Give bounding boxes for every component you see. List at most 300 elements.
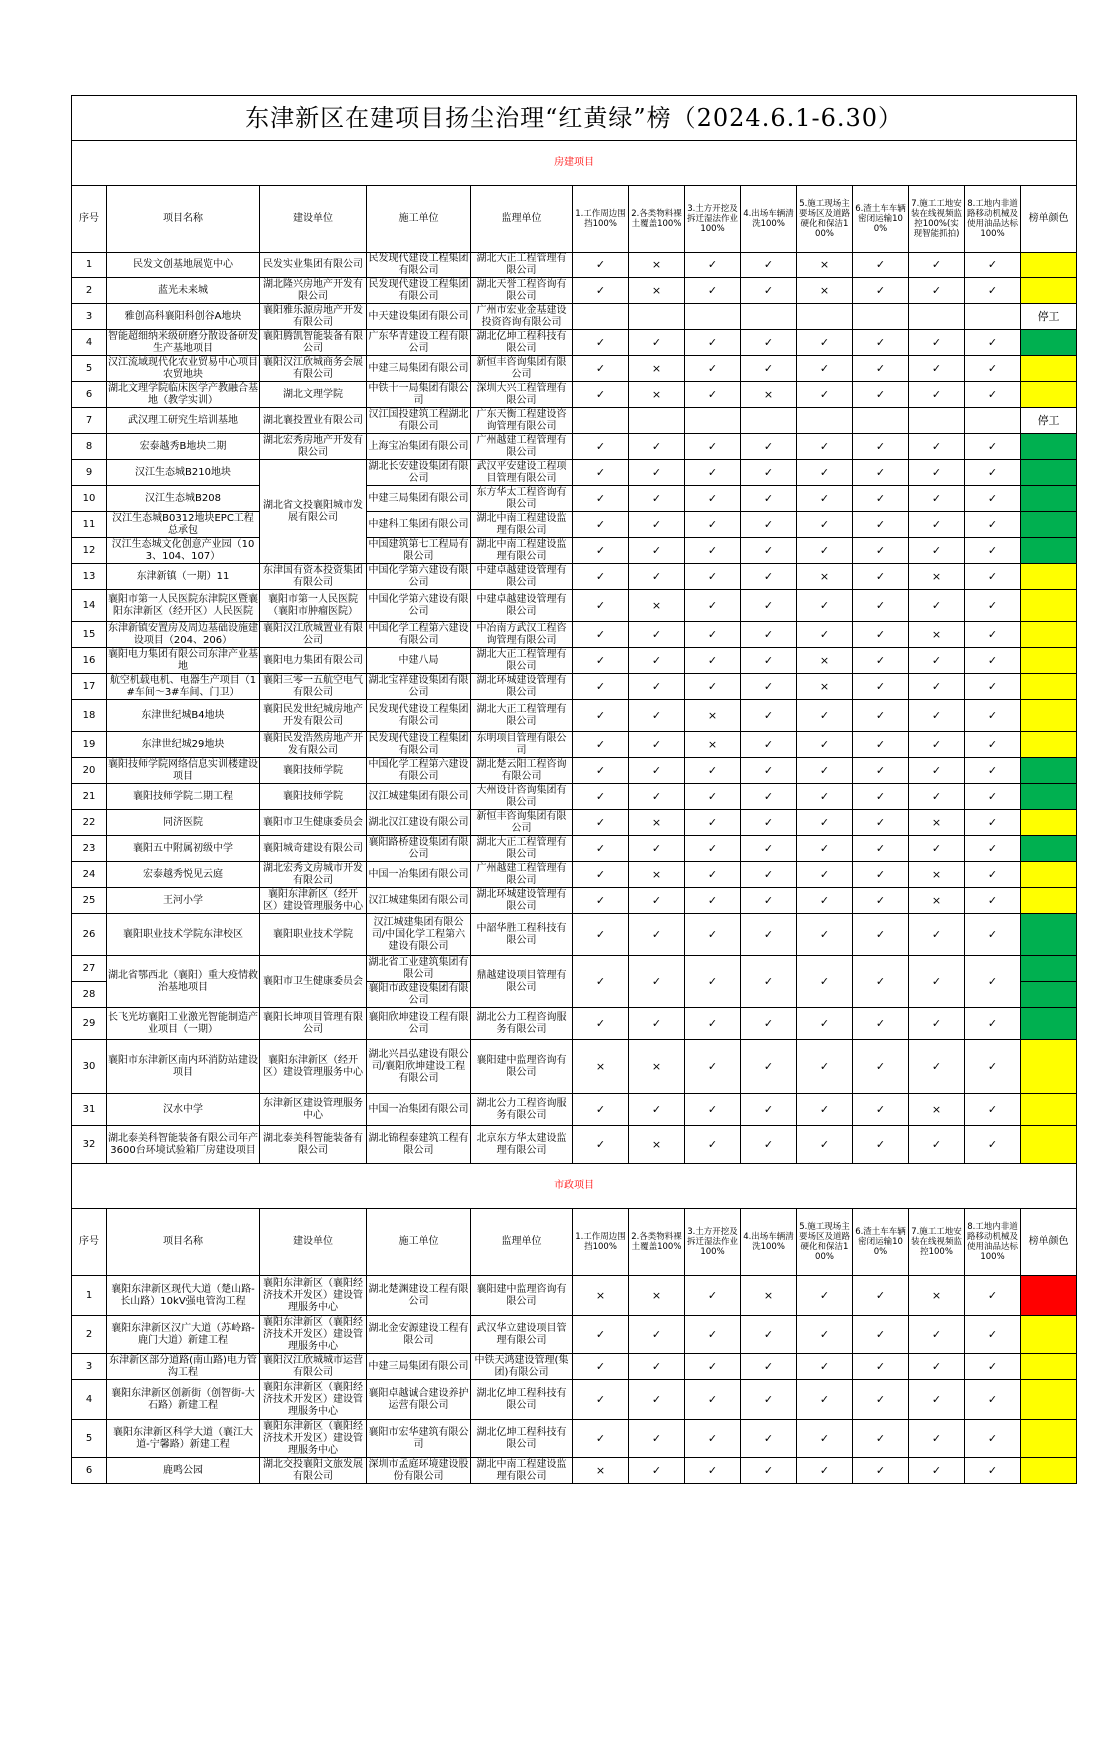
cell-builder: 湖北宏秀房地产开发有限公司 bbox=[260, 434, 367, 460]
check-mark: ✓ bbox=[965, 564, 1021, 590]
cell-name: 湖北泰美科智能装备有限公司年产3600台环境试验箱厂房建设项目 bbox=[107, 1126, 260, 1164]
page-title: 东津新区在建项目扬尘治理“红黄绿”榜（2024.6.1-6.30） bbox=[72, 96, 1077, 141]
check-mark: ✓ bbox=[853, 862, 909, 888]
row-number: 4 bbox=[72, 1380, 107, 1420]
cell-supervisor: 湖北亿坤工程科技有限公司 bbox=[471, 1380, 573, 1420]
check-mark: ✓ bbox=[853, 810, 909, 836]
check-mark: ✓ bbox=[741, 253, 797, 278]
cell-contractor: 中天建设集团有限公司 bbox=[367, 304, 471, 330]
table-row bbox=[72, 460, 1077, 486]
color-indicator bbox=[1021, 356, 1077, 382]
check-mark: ✓ bbox=[629, 434, 685, 460]
check-mark: × bbox=[629, 810, 685, 836]
check-mark: × bbox=[629, 253, 685, 278]
cell-supervisor: 中韶华胜工程科技有限公司 bbox=[471, 914, 573, 956]
check-mark: ✓ bbox=[965, 1380, 1021, 1420]
check-mark: ✓ bbox=[573, 862, 629, 888]
color-indicator bbox=[1021, 982, 1077, 1008]
check-mark: ✓ bbox=[853, 914, 909, 956]
check-mark: ✓ bbox=[965, 732, 1021, 758]
check-mark: ✓ bbox=[573, 330, 629, 356]
check-mark: ✓ bbox=[853, 888, 909, 914]
check-mark: ✓ bbox=[965, 278, 1021, 304]
check-mark: ✓ bbox=[797, 836, 853, 862]
color-indicator bbox=[1021, 590, 1077, 622]
cell-name: 蓝光未来城 bbox=[107, 278, 260, 304]
check-mark: ✓ bbox=[741, 956, 797, 1008]
check-mark: ✓ bbox=[741, 538, 797, 564]
check-mark: ✓ bbox=[853, 512, 909, 538]
column-header: 项目名称 bbox=[107, 1209, 260, 1276]
check-mark: ✓ bbox=[685, 836, 741, 862]
check-mark: ✓ bbox=[573, 538, 629, 564]
check-mark: ✓ bbox=[909, 648, 965, 674]
check-mark bbox=[797, 408, 853, 434]
check-mark: ✓ bbox=[741, 278, 797, 304]
cell-contractor: 汉江城建集团有限公司 bbox=[367, 888, 471, 914]
check-mark: ✓ bbox=[909, 732, 965, 758]
check-mark: ✓ bbox=[797, 1380, 853, 1420]
check-mark: ✓ bbox=[909, 382, 965, 408]
check-mark: ✓ bbox=[965, 1316, 1021, 1354]
cell-name: 雅创高科襄阳科创谷A地块 bbox=[107, 304, 260, 330]
row-number: 13 bbox=[72, 564, 107, 590]
table-row bbox=[72, 382, 1077, 408]
check-mark: × bbox=[685, 732, 741, 758]
cell-contractor: 中建科工集团有限公司 bbox=[367, 512, 471, 538]
color-indicator bbox=[1021, 460, 1077, 486]
cell-name: 湖北省鄂西北（襄阳）重大疫情救治基地项目 bbox=[107, 956, 260, 1008]
check-mark: ✓ bbox=[685, 674, 741, 700]
check-mark: × bbox=[741, 382, 797, 408]
row-number: 26 bbox=[72, 914, 107, 956]
column-header: 序号 bbox=[72, 186, 107, 253]
cell-supervisor: 湖北公力工程咨询服务有限公司 bbox=[471, 1008, 573, 1040]
check-mark: ✓ bbox=[685, 810, 741, 836]
table-row bbox=[72, 836, 1077, 862]
check-mark: ✓ bbox=[629, 330, 685, 356]
cell-contractor: 中国化学工程第六建设有限公司 bbox=[368, 622, 469, 646]
check-mark: × bbox=[909, 622, 965, 648]
check-mark: ✓ bbox=[797, 914, 853, 956]
cell-builder: 襄阳汉江欣城商务会展有限公司 bbox=[260, 356, 367, 382]
column-header: 3.土方开挖及拆迁湿法作业100% bbox=[685, 186, 741, 253]
check-mark: ✓ bbox=[741, 758, 797, 784]
check-mark bbox=[853, 304, 909, 330]
check-mark: ✓ bbox=[909, 914, 965, 956]
check-mark: ✓ bbox=[909, 330, 965, 356]
check-mark: ✓ bbox=[741, 648, 797, 674]
cell-name: 同济医院 bbox=[107, 810, 260, 836]
cell-name: 武汉理工研究生培训基地 bbox=[107, 408, 260, 434]
row-number: 8 bbox=[72, 434, 107, 460]
check-mark: ✓ bbox=[741, 1040, 797, 1094]
cell-name: 汉江生态城B210地块 bbox=[107, 460, 260, 486]
cell-builder: 湖北襄投置业有限公司 bbox=[260, 408, 367, 434]
check-mark: ✓ bbox=[685, 622, 741, 648]
cell-name: 宏泰越秀B地块二期 bbox=[107, 434, 260, 460]
cell-builder: 襄阳汉江欣城城市运营有限公司 bbox=[260, 1354, 367, 1380]
cell-builder: 襄阳城奇建设有限公司 bbox=[260, 836, 367, 862]
check-mark: × bbox=[909, 1276, 965, 1316]
check-mark: ✓ bbox=[965, 460, 1021, 486]
cell-builder: 东津国有资本投资集团有限公司 bbox=[260, 564, 367, 590]
check-mark: × bbox=[909, 810, 965, 836]
cell-name: 襄阳市东津新区南内环消防站建设项目 bbox=[107, 1040, 260, 1094]
check-mark: ✓ bbox=[573, 1420, 629, 1458]
check-mark: ✓ bbox=[685, 784, 741, 810]
row-number: 27 bbox=[72, 956, 107, 982]
check-mark: ✓ bbox=[853, 956, 909, 1008]
cell-builder: 东津新区建设管理服务中心 bbox=[260, 1094, 367, 1126]
check-mark: ✓ bbox=[741, 1126, 797, 1164]
check-mark: ✓ bbox=[909, 700, 965, 732]
cell-name: 汉江生态城B208 bbox=[107, 486, 260, 512]
check-mark: × bbox=[797, 278, 853, 304]
check-mark: ✓ bbox=[965, 622, 1021, 648]
row-number: 17 bbox=[72, 674, 107, 700]
check-mark: ✓ bbox=[685, 758, 741, 784]
check-mark: × bbox=[573, 1276, 629, 1316]
check-mark: ✓ bbox=[797, 434, 853, 460]
check-mark: ✓ bbox=[685, 538, 741, 564]
check-mark: × bbox=[797, 674, 853, 700]
check-mark: ✓ bbox=[573, 253, 629, 278]
column-header: 1.工作周边围挡100% bbox=[573, 186, 629, 253]
cell-contractor: 中国一冶集团有限公司 bbox=[367, 1094, 471, 1126]
cell-contractor: 中建三局集团有限公司 bbox=[367, 486, 471, 512]
cell-supervisor: 湖北中南工程建设监理有限公司 bbox=[471, 512, 573, 538]
row-number: 28 bbox=[72, 982, 107, 1008]
cell-supervisor: 广州越建工程管理有限公司 bbox=[471, 434, 573, 460]
check-mark: ✓ bbox=[797, 784, 853, 810]
table-row bbox=[72, 810, 1077, 836]
check-mark: ✓ bbox=[629, 1380, 685, 1420]
check-mark: ✓ bbox=[741, 622, 797, 648]
check-mark: ✓ bbox=[965, 700, 1021, 732]
check-mark: ✓ bbox=[741, 1354, 797, 1380]
check-mark: ✓ bbox=[909, 674, 965, 700]
check-mark: ✓ bbox=[853, 648, 909, 674]
cell-contractor: 襄阳市宏华建筑有限公司 bbox=[367, 1420, 471, 1458]
check-mark: ✓ bbox=[741, 888, 797, 914]
cell-supervisor: 北京东方华太建设监理有限公司 bbox=[471, 1126, 573, 1164]
check-mark bbox=[909, 304, 965, 330]
title-row bbox=[72, 96, 1077, 141]
check-mark: ✓ bbox=[853, 538, 909, 564]
column-header: 3.土方开挖及拆迁湿法作业100% bbox=[685, 1209, 741, 1276]
color-indicator bbox=[1021, 758, 1077, 784]
row-number: 25 bbox=[72, 888, 107, 914]
check-mark: ✓ bbox=[909, 434, 965, 460]
dust-control-table bbox=[71, 95, 1077, 1484]
check-mark: ✓ bbox=[797, 382, 853, 408]
check-mark: ✓ bbox=[573, 914, 629, 956]
table-row bbox=[72, 1420, 1077, 1458]
check-mark bbox=[685, 408, 741, 434]
check-mark: ✓ bbox=[741, 330, 797, 356]
check-mark: ✓ bbox=[573, 648, 629, 674]
check-mark: ✓ bbox=[853, 434, 909, 460]
check-mark: ✓ bbox=[853, 330, 909, 356]
check-mark: ✓ bbox=[853, 1354, 909, 1380]
check-mark: × bbox=[909, 862, 965, 888]
check-mark: ✓ bbox=[685, 356, 741, 382]
check-mark: ✓ bbox=[853, 590, 909, 622]
check-mark: ✓ bbox=[853, 1380, 909, 1420]
check-mark: ✓ bbox=[853, 564, 909, 590]
row-number: 4 bbox=[72, 330, 107, 356]
color-indicator bbox=[1021, 700, 1077, 732]
check-mark: ✓ bbox=[853, 1458, 909, 1484]
check-mark: ✓ bbox=[573, 732, 629, 758]
check-mark: ✓ bbox=[685, 1040, 741, 1094]
check-mark: ✓ bbox=[965, 862, 1021, 888]
column-header: 7.施工工地安装在线视频监控100%(实现智能抓拍) bbox=[909, 186, 965, 253]
check-mark: ✓ bbox=[573, 434, 629, 460]
check-mark: ✓ bbox=[629, 674, 685, 700]
column-header: 6.渣土车车辆密闭运输100% bbox=[853, 186, 909, 253]
check-mark: × bbox=[573, 1040, 629, 1094]
check-mark: ✓ bbox=[909, 1420, 965, 1458]
cell-builder: 襄阳电力集团有限公司 bbox=[260, 648, 367, 674]
cell-contractor: 深圳市孟庭环境建设股份有限公司 bbox=[368, 1458, 469, 1482]
table-row bbox=[72, 1458, 1077, 1484]
table-row bbox=[72, 1316, 1077, 1354]
check-mark: ✓ bbox=[853, 278, 909, 304]
check-mark: ✓ bbox=[741, 1316, 797, 1354]
row-number: 12 bbox=[72, 538, 107, 564]
row-number: 3 bbox=[72, 1354, 107, 1380]
check-mark: ✓ bbox=[797, 1354, 853, 1380]
check-mark: × bbox=[629, 1276, 685, 1316]
check-mark: ✓ bbox=[797, 486, 853, 512]
row-number: 2 bbox=[72, 1316, 107, 1354]
check-mark bbox=[909, 408, 965, 434]
color-indicator bbox=[1021, 1008, 1077, 1040]
check-mark: ✓ bbox=[965, 1040, 1021, 1094]
cell-contractor: 中建三局集团有限公司 bbox=[367, 356, 471, 382]
table-row bbox=[72, 700, 1077, 732]
check-mark: ✓ bbox=[629, 1458, 685, 1484]
check-mark: ✓ bbox=[965, 648, 1021, 674]
check-mark: ✓ bbox=[909, 836, 965, 862]
check-mark: ✓ bbox=[909, 784, 965, 810]
column-header: 8.工地内非道路移动机械及使用油品达标100% bbox=[965, 1209, 1021, 1276]
cell-contractor: 民发现代建设工程集团有限公司 bbox=[368, 253, 469, 276]
cell-name: 汉江流域现代化农业贸易中心项目农贸地块 bbox=[108, 356, 258, 380]
check-mark: ✓ bbox=[853, 1040, 909, 1094]
check-mark: ✓ bbox=[629, 538, 685, 564]
check-mark: ✓ bbox=[853, 1316, 909, 1354]
check-mark: ✓ bbox=[797, 356, 853, 382]
color-indicator bbox=[1021, 648, 1077, 674]
cell-contractor: 襄阳市政建设集团有限公司 bbox=[368, 982, 469, 1006]
check-mark: ✓ bbox=[797, 956, 853, 1008]
check-mark: ✓ bbox=[909, 538, 965, 564]
check-mark: ✓ bbox=[853, 253, 909, 278]
cell-contractor: 中国一冶集团有限公司 bbox=[367, 862, 471, 888]
row-number: 24 bbox=[72, 862, 107, 888]
cell-contractor: 中国化学工程第六建设有限公司 bbox=[368, 758, 469, 782]
cell-builder: 民发实业集团有限公司 bbox=[260, 253, 367, 278]
check-mark: ✓ bbox=[853, 1420, 909, 1458]
check-mark: ✓ bbox=[573, 836, 629, 862]
cell-builder: 襄阳东津新区（襄阳经济技术开发区）建设管理服务中心 bbox=[260, 1316, 367, 1354]
check-mark: ✓ bbox=[965, 956, 1021, 1008]
color-indicator bbox=[1021, 538, 1077, 564]
cell-contractor: 中铁十一局集团有限公司 bbox=[368, 382, 469, 406]
cell-builder: 襄阳雅乐源房地产开发有限公司 bbox=[260, 304, 367, 330]
check-mark: ✓ bbox=[685, 862, 741, 888]
cell-builder: 襄阳民发世纪城房地产开发有限公司 bbox=[260, 700, 367, 732]
cell-builder: 襄阳市卫生健康委员会 bbox=[260, 956, 367, 1008]
check-mark bbox=[573, 304, 629, 330]
check-mark: ✓ bbox=[573, 486, 629, 512]
check-mark: ✓ bbox=[965, 674, 1021, 700]
check-mark: ✓ bbox=[685, 486, 741, 512]
check-mark: ✓ bbox=[741, 810, 797, 836]
cell-name: 襄阳电力集团有限公司东津产业基地 bbox=[108, 648, 258, 672]
check-mark: ✓ bbox=[741, 434, 797, 460]
table-row bbox=[72, 253, 1077, 278]
check-mark: × bbox=[797, 253, 853, 278]
cell-supervisor: 新恒丰咨询集团有限公司 bbox=[471, 810, 573, 836]
check-mark: ✓ bbox=[573, 1380, 629, 1420]
check-mark: ✓ bbox=[685, 278, 741, 304]
color-indicator bbox=[1021, 1126, 1077, 1164]
check-mark: ✓ bbox=[573, 1126, 629, 1164]
check-mark: ✓ bbox=[629, 1094, 685, 1126]
check-mark: ✓ bbox=[853, 382, 909, 408]
check-mark bbox=[685, 304, 741, 330]
header-row bbox=[72, 186, 1077, 253]
check-mark: ✓ bbox=[853, 836, 909, 862]
table-row bbox=[72, 784, 1077, 810]
check-mark: ✓ bbox=[685, 888, 741, 914]
check-mark: ✓ bbox=[685, 330, 741, 356]
check-mark: ✓ bbox=[685, 460, 741, 486]
table-row bbox=[72, 956, 1077, 982]
check-mark: × bbox=[797, 648, 853, 674]
color-indicator bbox=[1021, 810, 1077, 836]
cell-name: 襄阳市第一人民医院东津院区暨襄阳东津新区（经开区）人民医院 bbox=[107, 590, 260, 622]
cell-supervisor: 湖北亿坤工程科技有限公司 bbox=[471, 330, 573, 356]
check-mark: ✓ bbox=[909, 1008, 965, 1040]
column-header: 1.工作周边围挡100% bbox=[573, 1209, 629, 1276]
check-mark: ✓ bbox=[853, 1008, 909, 1040]
row-number: 30 bbox=[72, 1040, 107, 1094]
cell-contractor: 汉江城建集团有限公司 bbox=[367, 784, 471, 810]
check-mark: ✓ bbox=[629, 784, 685, 810]
cell-name: 襄阳五中附属初级中学 bbox=[107, 836, 260, 862]
check-mark: ✓ bbox=[965, 330, 1021, 356]
check-mark: ✓ bbox=[573, 590, 629, 622]
check-mark: ✓ bbox=[965, 1276, 1021, 1316]
check-mark bbox=[629, 408, 685, 434]
section-row bbox=[72, 1164, 1077, 1209]
row-number: 21 bbox=[72, 784, 107, 810]
table-row bbox=[72, 914, 1077, 956]
color-indicator bbox=[1021, 956, 1077, 982]
cell-builder: 襄阳三零一五航空电气有限公司 bbox=[260, 674, 367, 700]
check-mark: ✓ bbox=[965, 512, 1021, 538]
check-mark: ✓ bbox=[685, 1354, 741, 1380]
cell-builder: 襄阳长坤项目管理有限公司 bbox=[260, 1008, 367, 1040]
check-mark bbox=[573, 408, 629, 434]
table-row bbox=[72, 1094, 1077, 1126]
check-mark: ✓ bbox=[965, 1354, 1021, 1380]
check-mark: ✓ bbox=[629, 956, 685, 1008]
check-mark: ✓ bbox=[965, 538, 1021, 564]
check-mark: ✓ bbox=[741, 460, 797, 486]
cell-supervisor: 中建卓越建设管理有限公司 bbox=[471, 590, 573, 622]
cell-builder: 襄阳东津新区（襄阳经济技术开发区）建设管理服务中心 bbox=[260, 1420, 367, 1458]
cell-supervisor: 湖北大正工程管理有限公司 bbox=[471, 253, 573, 278]
cell-supervisor: 中铁天鸿建设管理(集团)有限公司 bbox=[471, 1354, 573, 1380]
cell-builder: 襄阳技师学院 bbox=[260, 784, 367, 810]
check-mark bbox=[853, 408, 909, 434]
check-mark: ✓ bbox=[797, 590, 853, 622]
table-row bbox=[72, 1040, 1077, 1094]
check-mark: ✓ bbox=[965, 590, 1021, 622]
cell-name: 王河小学 bbox=[107, 888, 260, 914]
check-mark: ✓ bbox=[573, 564, 629, 590]
check-mark: ✓ bbox=[629, 1008, 685, 1040]
check-mark: ✓ bbox=[741, 564, 797, 590]
table-row bbox=[72, 356, 1077, 382]
color-indicator bbox=[1021, 888, 1077, 914]
cell-contractor: 湖北宝祥建设集团有限公司 bbox=[368, 674, 469, 698]
check-mark: ✓ bbox=[741, 862, 797, 888]
column-header: 5.施工现场主要场区及道路硬化和保洁100% bbox=[797, 1209, 853, 1276]
cell-supervisor: 鼎越建设项目管理有限公司 bbox=[471, 956, 573, 1008]
cell-contractor: 民发现代建设工程集团有限公司 bbox=[368, 278, 469, 302]
check-mark: ✓ bbox=[853, 1094, 909, 1126]
color-indicator bbox=[1021, 1316, 1077, 1354]
check-mark: × bbox=[741, 1276, 797, 1316]
check-mark: ✓ bbox=[685, 1316, 741, 1354]
check-mark: ✓ bbox=[741, 700, 797, 732]
cell-supervisor: 武汉平安建设工程项目管理有限公司 bbox=[471, 460, 573, 486]
check-mark: ✓ bbox=[909, 758, 965, 784]
check-mark: ✓ bbox=[797, 1126, 853, 1164]
check-mark: ✓ bbox=[685, 382, 741, 408]
color-indicator bbox=[1021, 1094, 1077, 1126]
cell-contractor: 中国化学第六建设有限公司 bbox=[367, 590, 471, 622]
cell-builder: 湖北省文投襄阳城市发展有限公司 bbox=[260, 460, 367, 564]
row-number: 6 bbox=[72, 1458, 107, 1484]
check-mark: ✓ bbox=[853, 486, 909, 512]
table-row bbox=[72, 590, 1077, 622]
table-row bbox=[72, 622, 1077, 648]
check-mark: ✓ bbox=[741, 914, 797, 956]
check-mark: ✓ bbox=[573, 956, 629, 1008]
check-mark: ✓ bbox=[797, 810, 853, 836]
cell-builder: 湖北泰美科智能装备有限公司 bbox=[260, 1126, 367, 1164]
cell-contractor: 湖北兴昌弘建设有限公司/襄阳欣坤建设工程有限公司 bbox=[367, 1040, 471, 1094]
cell-name: 东津新区部分道路(南山路)电力管沟工程 bbox=[107, 1354, 260, 1380]
cell-supervisor: 湖北环城建设管理有限公司 bbox=[471, 674, 573, 700]
color-indicator bbox=[1021, 1276, 1077, 1316]
check-mark bbox=[629, 304, 685, 330]
cell-contractor: 襄阳路桥建设集团有限公司 bbox=[368, 836, 469, 860]
cell-builder: 湖北交投襄阳文旅发展有限公司 bbox=[260, 1458, 367, 1484]
check-mark: ✓ bbox=[909, 486, 965, 512]
check-mark: ✓ bbox=[853, 758, 909, 784]
cell-name: 襄阳东津新区科学大道（襄江大道-宁馨路）新建工程 bbox=[107, 1420, 260, 1458]
check-mark: ✓ bbox=[797, 512, 853, 538]
